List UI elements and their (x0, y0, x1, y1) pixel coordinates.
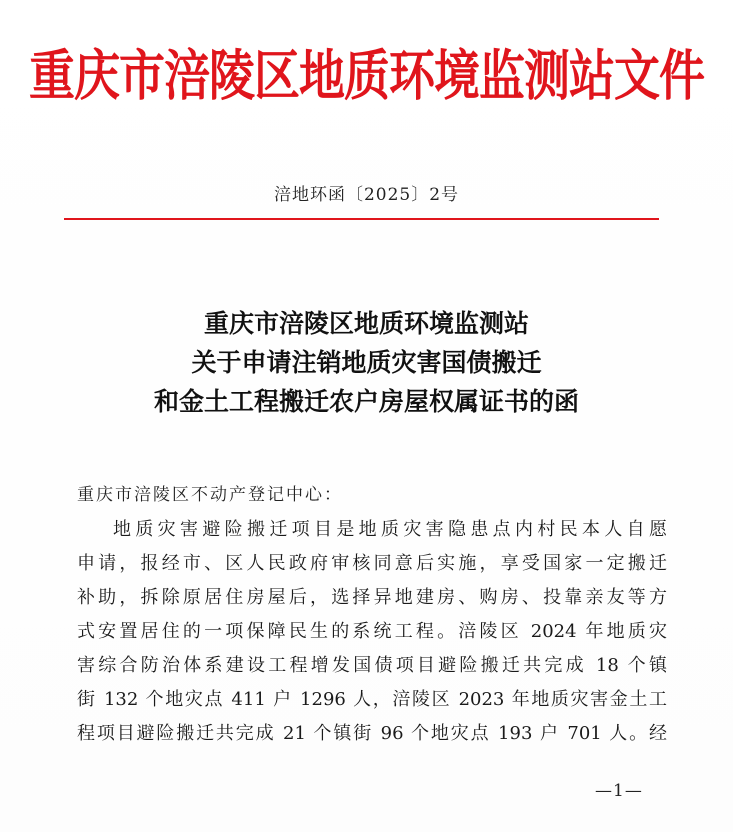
body-paragraph (77, 513, 667, 751)
body-line: 式安置居住的一项保障民生的系统工程。涪陵区 2024 年地质灾 (77, 621, 667, 642)
body-line: 害综合防治体系建设工程增发国债项目避险搬迁共完成 18 个镇 (77, 655, 667, 676)
body-line: 申请，报经市、区人民政府审核同意后实施，享受国家一定搬迁 (77, 553, 667, 574)
red-divider-rule (64, 218, 659, 220)
body-line: 地质灾害避险搬迁项目是地质灾害隐患点内村民本人自愿 (113, 519, 667, 540)
page-number: —1— (595, 781, 643, 801)
issuing-authority-header: 重庆市涪陵区地质环境监测站文件 (29, 43, 704, 108)
body-line: 补助，拆除原居住房屋后，选择异地建房、购房、投靠亲友等方 (77, 587, 667, 608)
document-title (0, 304, 733, 421)
body-line: 街 132 个地灾点 411 户 1296 人，涪陵区 2023 年地质灾害金土工 (77, 689, 667, 710)
recipient-line: 重庆市涪陵区不动产登记中心： (77, 485, 343, 505)
document-title-line-1: 重庆市涪陵区地质环境监测站 (203, 309, 529, 338)
document-title-line-3: 和金土工程搬迁农户房屋权属证书的函 (153, 387, 579, 416)
document-title-line-2: 关于申请注销地质灾害国债搬迁 (191, 348, 542, 377)
document-number: 涪地环函〔2025〕2号 (273, 185, 460, 205)
body-line: 程项目避险搬迁共完成 21 个镇街 96 个地灾点 193 户 701 人。经 (77, 723, 667, 744)
